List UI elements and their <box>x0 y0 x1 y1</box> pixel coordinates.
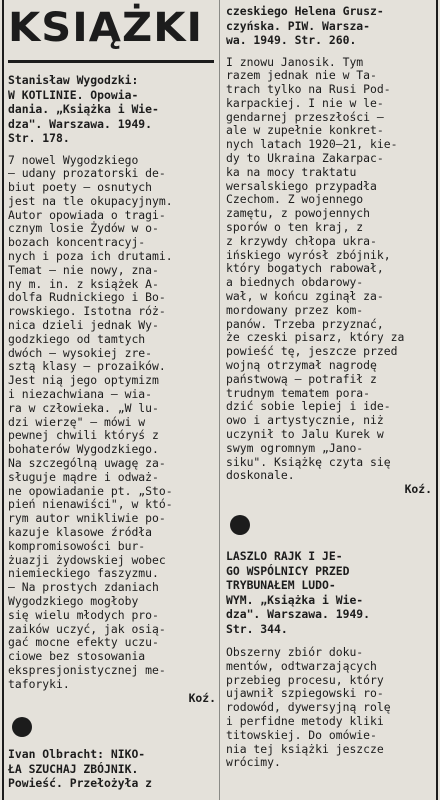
title-rule <box>8 60 214 63</box>
review2-heading: Ivan Olbracht: NIKO- ŁA SZUCHAJ ZBÓJNIK. Powieść. Przełożyła z <box>8 747 153 791</box>
review1-body: 7 nowel Wygodzkiego — udany prozatorski de- biut poety — osnutych jest na tle okupacyjnym. Autor opowiada o tragi- cznym losie Żydów w o- bozach koncentracyj- nych i poza ich drutami. Temat — nie nowy, zna- ny m. in. z książek A- dolfa Rudnickiego i Bo- rowskiego. Istotna róż- nica dzieli jednak Wy- godzkiego od tamtych dwóch — wysokiej zre- sztą klasy — prozaików. Jest nią jego optymizm i niezachwiana — wia- ra w człowieka. „W lu- dzi wierzę" — mówi w pewnej chwili któryś z bohaterów Wygodzkiego. Na szczególną uwagę za- sługuje mądre i odważ- ne opowiadanie pt. „Sto- pień nienawiści", w któ- rym autor wnikliwie po- kazuje klasowe źródła kompromisowości bur- żuazji żydowskiej wobec niemieckiego faszyzmu. — Na prostych zdaniach Wygodzkiego mogłoby się wielu młodych pro- zaików uczyć, jak osią- gać mocne efekty uczu- ciowe bez stosowania ekspresjonistycznej me- taforyki. <box>8 152 173 691</box>
section-title: KSIĄŻKI <box>8 5 204 51</box>
right-border <box>436 0 438 800</box>
left-column <box>8 0 216 799</box>
review1-signature: Koź. <box>188 690 216 705</box>
left-border <box>2 0 4 800</box>
review2-heading-continued: czeskiego Helena Grusz- czyńska. PIW. Warsza- wa. 1949. Str. 260. <box>226 4 384 47</box>
review2-body: I znowu Janosik. Tym razem jednak nie w Ta- trach tylko na Rusi Pod- karpackiej. I nie w le- gendarnej przeszłości — ale w zupełnie konkret- nych latach 1920—21, kie- dy to Ukraina Zakarpac- ka na mocy traktatu wersalskiego przypadła Czechom. Z wojennego zamętu, z powojennych sporów o ten kraj, z z krzywdy chłopa ukra- ińskiego wyrósł zbójnik, który bogatych rabował, a biednych obdarowy- wał, w końcu zginął za- mordowany przez kom- panów. Trzeba przyznać, że czeski pisarz, który za powieść tę, jeszcze przed wojną otrzymał nagrodę państwową — potrafił z trudnym tematem pora- dzić sobie lepiej i ide- owo i artystycznie, niż uczynił to Jalu Kurek w swym ogromnym „Jano- siku". Książkę czyta się doskonale. <box>226 54 405 483</box>
column-divider <box>219 0 220 800</box>
review1-heading: Stanisław Wygodzki: W KOTLINIE. Opowia- dania. „Książka i Wie- dza". Warszawa. 1949. Str. 178. <box>8 73 159 145</box>
review3-heading: LASZLO RAJK I JE- GO WSPÓLNICY PRZED TRYBUNAŁEM LUDO- WYM. „Książka i Wie- dza". Warszawa. 1949. Str. 344. <box>226 549 371 636</box>
bullet-dot <box>230 515 250 535</box>
review2-signature: Koź. <box>404 482 432 497</box>
right-column <box>226 0 432 770</box>
review3-body: Obszerny zbiór doku- mentów, odtwarzających przebieg procesu, który ujawnił szpiegowski ro- rodowód, dywersyjną rolę i perfidne metody kliki titowskiej. Do omówie- nia tej książki jeszcze wrócimy. <box>226 645 391 770</box>
bullet-dot <box>12 717 32 737</box>
